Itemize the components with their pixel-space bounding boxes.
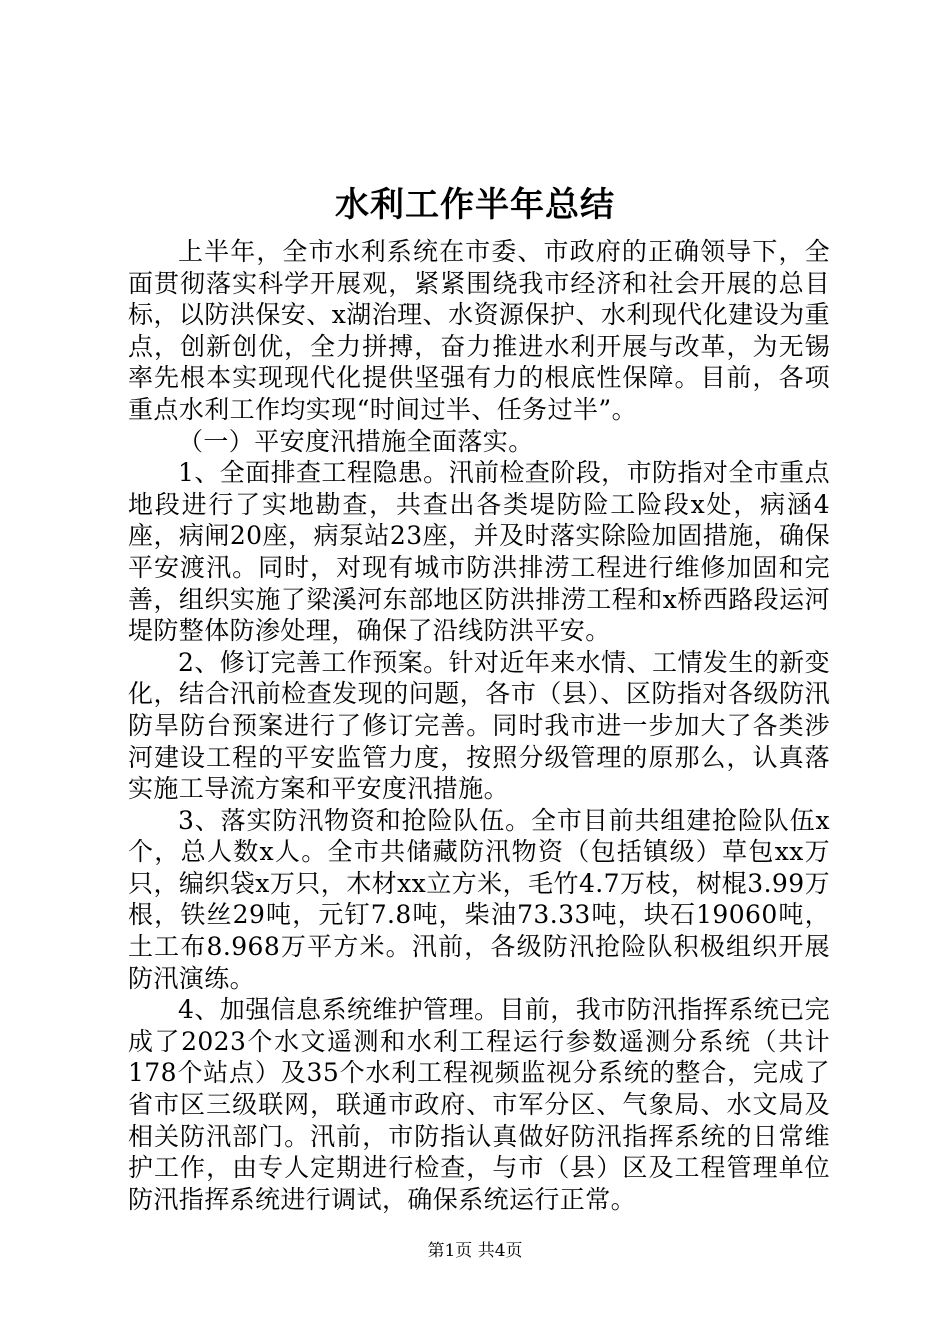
paragraph-intro: 上半年，全市水利系统在市委、市政府的正确领导下，全面贯彻落实科学开展观，紧紧围绕我市经济和社会开展的总目标，以防洪保安、x湖治理、水资源保护、水利现代化建设为重点，创新创优，全力拼搏，奋力推进水利开展与改革，为无锡率先根本实现现代化提供坚强有力的根底性保障。目前，各项重点水利工作均实现“时间过半、任务过半”。 [128,237,830,424]
paragraph-item-1: 1、全面排查工程隐患。汛前检查阶段，市防指对全市重点地段进行了实地勘查，共查出各类堤防险工险段x处，病涵4座，病闸20座，病泵站23座，并及时落实除险加固措施，确保平安渡汛。同时，对现有城市防洪排涝工程进行维修加固和完善，组织实施了梁溪河东部地区防洪排涝工程和x桥西路段运河堤防整体防渗处理，确保了沿线防洪平安。 [128,458,830,646]
paragraph-item-3: 3、落实防汛物资和抢险队伍。全市目前共组建抢险队伍x个，总人数x人。全市共储藏防汛物资（包括镇级）草包xx万只，编织袋x万只，木材xx立方米，毛竹4.7万枝，树棍3.99万根，铁丝29吨，元钉7.8吨，柴油73.33吨，块石19060吨，土工布8.968万平方米。汛前，各级防汛抢险队积极组织开展防汛演练。 [128,805,830,993]
paragraph-item-4: 4、加强信息系统维护管理。目前，我市防汛指挥系统已完成了2023个水文遥测和水利工程运行参数遥测分系统（共计178个站点）及35个水利工程视频监视分系统的整合，完成了省市区三级联网，联通市政府、市军分区、气象局、水文局及相关防汛部门。汛前，市防指认真做好防汛指挥系统的日常维护工作，由专人定期进行检查，与市（县）区及工程管理单位防汛指挥系统进行调试，确保系统运行正常。 [128,995,830,1214]
document-body [128,236,830,1215]
page-number-footer: 第1页 共4页 [427,1241,523,1261]
section-heading: （一）平安度汛措施全面落实。 [178,426,534,456]
paragraph-item-2: 2、修订完善工作预案。针对近年来水情、工情发生的新变化，结合汛前检查发现的问题，各市（县）、区防指对各级防汛防旱防台预案进行了修订完善。同时我市进一步加大了各类涉河建设工程的平安监管力度，按照分级管理的原那么，认真落实施工导流方案和平安度汛措施。 [128,647,830,804]
document-title: 水利工作半年总结 [335,185,615,225]
